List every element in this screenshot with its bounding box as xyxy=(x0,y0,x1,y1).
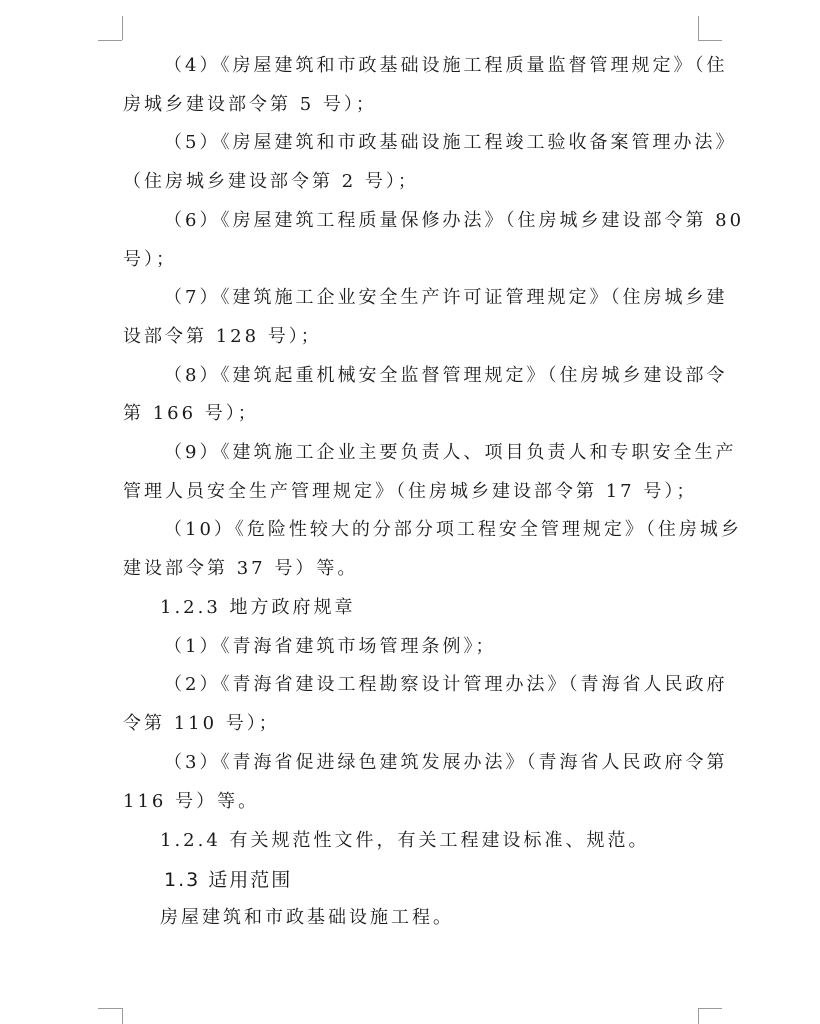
crop-mark-bottom-right-h xyxy=(698,1008,722,1009)
regulation-item-8-line-1: （8）《建筑起重机械安全监督管理规定》（住房城乡建设部令 xyxy=(164,365,728,386)
local-rule-2-line-2: 令第 110 号）； xyxy=(123,713,280,734)
local-rule-3-line-1: （3）《青海省促进绿色建筑发展办法》（青海省人民政府令第 xyxy=(164,752,728,773)
regulation-item-8-line-2: 第 166 号）； xyxy=(123,403,259,424)
regulation-item-5-line-1: （5）《房屋建筑和市政基础设施工程竣工验收备案管理办法》 xyxy=(164,132,737,153)
regulation-item-5-line-2: （住房城乡建设部令第 2 号）； xyxy=(123,171,419,192)
crop-mark-top-right-h xyxy=(698,40,722,41)
crop-mark-top-right-v xyxy=(698,16,699,40)
regulation-item-4-line-1: （4）《房屋建筑和市政基础设施工程质量监督管理规定》（住 xyxy=(164,55,728,76)
crop-mark-bottom-left-v xyxy=(122,1008,123,1024)
regulation-item-9-line-2: 管理人员安全生产管理规定》（住房城乡建设部令第 17 号）； xyxy=(123,481,698,502)
section-1-3-heading: 1.3 适用范围 xyxy=(164,869,293,891)
regulation-item-6-line-1: （6）《房屋建筑工程质量保修办法》（住房城乡建设部令第 80 xyxy=(164,210,745,231)
section-1-2-4-text: 1.2.4 有关规范性文件，有关工程建设标准、规范。 xyxy=(160,830,650,851)
crop-mark-top-left-h xyxy=(98,40,122,41)
local-rule-1: （1）《青海省建筑市场管理条例》； xyxy=(164,636,497,657)
section-1-3-body: 房屋建筑和市政基础设施工程。 xyxy=(160,907,454,928)
crop-mark-top-left-v xyxy=(122,16,123,40)
regulation-item-10-line-2: 建设部令第 37 号）等。 xyxy=(123,558,359,579)
crop-mark-bottom-right-v xyxy=(698,1008,699,1024)
regulation-item-6-line-2: 号）； xyxy=(123,249,177,270)
section-1-2-3-heading: 1.2.3 地方政府规章 xyxy=(160,597,356,618)
local-rule-2-line-1: （2）《青海省建设工程勘察设计管理办法》（青海省人民政府 xyxy=(164,674,728,695)
regulation-item-7-line-2: 设部令第 128 号）； xyxy=(123,326,322,347)
crop-mark-bottom-left-h xyxy=(98,1008,122,1009)
regulation-item-9-line-1: （9）《建筑施工企业主要负责人、项目负责人和专职安全生产 xyxy=(164,442,737,463)
regulation-item-4-line-2: 房城乡建设部令第 5 号）； xyxy=(123,94,377,115)
local-rule-3-line-2: 116 号）等。 xyxy=(123,791,260,812)
regulation-item-7-line-1: （7）《建筑施工企业安全生产许可证管理规定》（住房城乡建 xyxy=(164,287,728,308)
regulation-item-10-line-1: （10）《危险性较大的分部分项工程安全管理规定》（住房城乡 xyxy=(164,519,742,540)
